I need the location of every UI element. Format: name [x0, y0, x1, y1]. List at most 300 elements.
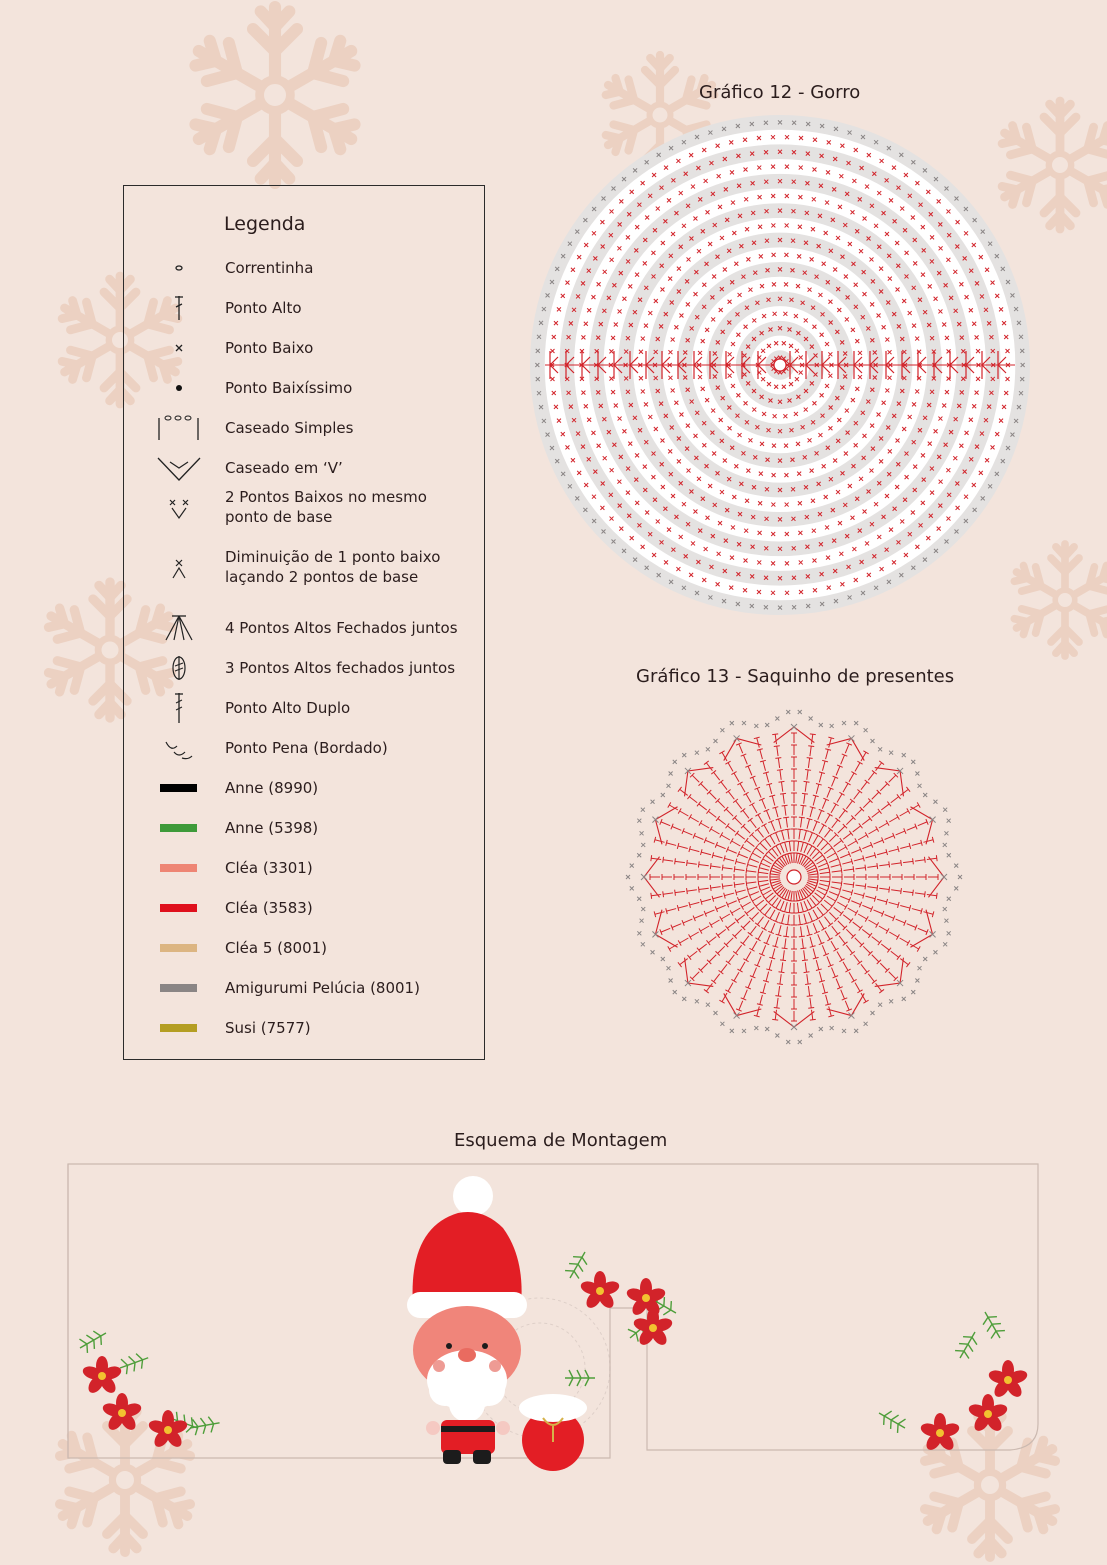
dc-stitch	[727, 826, 735, 832]
edge-stitch	[669, 771, 673, 775]
dc-stitch	[753, 968, 757, 977]
edge-stitch	[864, 728, 868, 732]
dc-stitch	[900, 959, 908, 965]
dc-stitch	[708, 811, 716, 817]
dc-stitch	[766, 934, 770, 943]
dc-stitch	[832, 871, 842, 872]
dc-stitch	[716, 905, 725, 909]
dc-stitch	[841, 755, 845, 764]
dc-stitch	[701, 963, 708, 970]
dc-stitch	[736, 945, 742, 953]
edge-stitch	[669, 979, 673, 983]
dc-stitch	[813, 948, 816, 958]
dc-stitch	[746, 882, 756, 883]
dc-stitch	[764, 920, 769, 929]
dc-stitch	[813, 923, 817, 932]
dc-stitch	[817, 839, 823, 847]
dc-stitch	[813, 822, 817, 831]
dc-stitch	[672, 924, 681, 928]
dc-stitch	[791, 853, 792, 863]
edge-stitch	[754, 1026, 758, 1030]
dc-stitch	[692, 775, 699, 782]
edge-stitch	[911, 760, 915, 764]
edge-stitch	[943, 942, 947, 946]
dc-stitch	[756, 900, 764, 906]
dc-stitch	[782, 831, 785, 841]
dc-stitch	[810, 746, 811, 756]
dc-stitch	[727, 922, 735, 928]
v-buttonhole-icon	[144, 450, 214, 486]
dc-stitch	[728, 791, 734, 799]
dc-stitch	[748, 887, 758, 890]
dc-stitch	[776, 900, 781, 909]
dc-stitch	[900, 938, 909, 943]
dc-stitch	[727, 849, 736, 853]
edge-stitch	[854, 1029, 858, 1033]
dc-stitch	[915, 860, 925, 861]
dc-stitch	[699, 864, 709, 865]
dc-stitch	[843, 962, 848, 971]
dc-stitch	[807, 846, 812, 855]
edge-stitch	[878, 747, 882, 751]
dc-stitch	[822, 761, 825, 771]
edge-stitch	[947, 897, 951, 901]
dc-stitch	[689, 951, 697, 957]
dc-stitch	[832, 968, 836, 977]
edge-stitch	[695, 751, 699, 755]
dc-stitch	[889, 849, 899, 852]
dc-stitch	[760, 995, 763, 1005]
dc-stitch	[903, 891, 913, 892]
edge-stitch	[640, 919, 644, 923]
edge-stitch	[637, 897, 641, 901]
dc-stitch	[780, 844, 784, 853]
edge-stitch	[786, 710, 790, 714]
legend-item	[124, 930, 484, 966]
edge-stitch	[943, 907, 947, 911]
dc-stitch	[868, 920, 877, 925]
scallop	[724, 738, 762, 760]
color-swatch	[144, 850, 214, 886]
dc-stitch	[817, 907, 823, 915]
dc-stitch	[724, 893, 734, 896]
dc-stitch	[831, 804, 836, 813]
dc-stitch	[821, 843, 828, 850]
legend-label: Ponto Pena (Bordado)	[225, 739, 388, 757]
dc-stitch	[718, 801, 725, 808]
dc-stitch	[709, 792, 716, 799]
sc-decrease-icon	[144, 550, 214, 586]
dc-stitch	[842, 890, 852, 893]
edge-stitch	[830, 1026, 834, 1030]
dc-stitch	[766, 773, 769, 783]
dc-stitch	[891, 951, 899, 957]
dc-stitch	[840, 854, 849, 858]
dc-stitch	[713, 896, 723, 899]
dc-stitch	[868, 772, 874, 780]
edge-stitch	[809, 717, 813, 721]
dc-stitch	[759, 884, 769, 887]
dc-stitch	[748, 865, 758, 868]
edge-stitch	[830, 724, 834, 728]
dc-stitch	[680, 811, 689, 816]
edge-stitch	[954, 886, 958, 890]
dc-stitch	[803, 858, 809, 866]
dc-stitch	[889, 775, 896, 782]
edge-stitch	[911, 990, 915, 994]
dc-stitch	[776, 833, 780, 842]
dc-stitch	[780, 974, 781, 984]
color-swatch	[144, 810, 214, 846]
dc-stitch	[918, 928, 927, 932]
dc-stitch	[782, 914, 785, 924]
dc-stitch	[818, 887, 827, 891]
dc-stitch	[661, 928, 670, 932]
dc-stitch	[844, 869, 854, 870]
assembly-scheme	[60, 1158, 1050, 1498]
edge-stitch	[915, 979, 919, 983]
edge-stitch	[682, 997, 686, 1001]
dc-stitch	[655, 912, 665, 915]
dc-stitch	[737, 833, 745, 839]
scallop	[827, 738, 865, 760]
dc-stitch	[739, 896, 748, 900]
dc-stitch	[748, 979, 752, 988]
dc-stitch	[801, 927, 802, 937]
dc-stitch	[726, 938, 733, 945]
edge-stitch	[943, 843, 947, 847]
dc-stitch	[818, 934, 822, 943]
dc-stitch	[843, 783, 848, 792]
dc-stitch	[780, 901, 784, 910]
dc-stitch	[750, 820, 756, 828]
dc-stitch	[862, 819, 870, 825]
dc-stitch	[804, 860, 811, 867]
dc-stitch	[813, 910, 818, 919]
dc-stitch	[839, 810, 845, 818]
dc-stitch	[757, 829, 763, 837]
poinsettia-flower	[987, 1360, 1029, 1400]
dc-stitch	[865, 896, 875, 899]
dc-stitch	[675, 861, 685, 862]
dc-stitch	[862, 929, 870, 935]
magic-ring	[774, 359, 786, 371]
dc-stitch	[728, 955, 734, 963]
dc-stitch	[891, 863, 901, 864]
dc-stitch	[700, 926, 709, 931]
edge-stitch	[854, 721, 858, 725]
dc-stitch	[699, 888, 709, 889]
edge-stitch	[714, 739, 718, 743]
dc-stitch	[839, 936, 845, 944]
dc-stitch	[771, 923, 775, 932]
dc-stitch	[761, 887, 770, 891]
dc-stitch	[742, 847, 751, 852]
dc-stitch	[736, 801, 742, 809]
edge-stitch	[902, 753, 906, 757]
dc-stitch	[759, 868, 769, 871]
dc-stitch	[752, 896, 761, 901]
poinsettia-flower	[919, 1413, 961, 1453]
dc-stitch	[718, 946, 725, 953]
dc-stitch	[736, 890, 746, 893]
dc-stitch	[873, 910, 882, 914]
edge-stitch	[651, 950, 655, 954]
dc-stitch	[915, 893, 925, 894]
legend-item	[124, 410, 484, 446]
dc-stitch	[758, 815, 763, 824]
dc-stitch	[819, 972, 822, 982]
dc-stitch	[861, 964, 867, 972]
green-sprig	[76, 1326, 110, 1355]
dc-stitch	[854, 858, 864, 861]
dc-stitch	[803, 888, 809, 896]
dc-stitch	[757, 956, 761, 965]
dc-stitch	[841, 990, 845, 999]
dc-stitch	[683, 919, 692, 923]
dc-stitch	[701, 852, 711, 855]
dc-stitch	[822, 983, 825, 993]
poinsettia-flower	[579, 1271, 621, 1311]
dc-stitch	[743, 826, 750, 833]
dc-stitch	[785, 902, 788, 912]
dc-stitch	[789, 841, 790, 851]
dc-stitch	[739, 1001, 743, 1010]
dc-stitch	[775, 807, 778, 817]
legend-item	[124, 650, 484, 686]
dc-stitch	[797, 841, 798, 851]
dc-stitch	[761, 863, 770, 867]
dc-stitch	[757, 738, 760, 748]
color-swatch	[144, 930, 214, 966]
dc-stitch	[831, 941, 836, 950]
edge-stitch	[933, 950, 937, 954]
dc-stitch	[820, 872, 830, 873]
legend-label: 4 Pontos Altos Fechados juntos	[225, 619, 458, 637]
dc-stitch	[808, 874, 818, 875]
dc-stitch	[743, 755, 747, 764]
edge-stitch	[798, 1040, 802, 1044]
legend-item	[124, 810, 484, 846]
simple-buttonhole-icon	[144, 410, 214, 446]
dc-stitch	[721, 914, 730, 919]
dc-stitch	[855, 809, 862, 816]
dc-stitch	[829, 892, 838, 896]
dc-stitch	[851, 849, 860, 853]
dc-stitch	[855, 938, 862, 945]
scallop	[655, 807, 677, 845]
dc-stitch	[827, 956, 831, 965]
dc-stitch	[709, 955, 716, 962]
dc-stitch	[705, 910, 714, 914]
dc-stitch	[705, 840, 714, 844]
dc-stitch	[775, 862, 783, 868]
dc-stitch	[690, 817, 699, 822]
dc-stitch	[832, 777, 836, 786]
dc-stitch	[721, 964, 727, 972]
dc-stitch	[699, 804, 707, 810]
legend-label	[225, 547, 440, 587]
dc-stitch	[896, 919, 905, 923]
dc-stitch	[829, 859, 838, 863]
dc-stitch	[663, 893, 673, 894]
edge-stitch	[641, 843, 645, 847]
legend-label: 3 Pontos Altos fechados juntos	[225, 659, 456, 677]
dc-stitch	[849, 773, 854, 782]
dc-stitch	[786, 818, 787, 828]
dc-stitch	[737, 915, 745, 921]
dc-stitch	[770, 910, 775, 919]
dc-stitch	[743, 810, 749, 818]
dc-stitch	[811, 1010, 812, 1020]
dc-stitch	[788, 915, 789, 925]
dc-stitch	[876, 763, 882, 771]
dc-stitch	[880, 963, 887, 970]
dc-stitch	[848, 841, 857, 846]
dc-stitch	[711, 866, 721, 867]
dc-stitch	[804, 844, 808, 853]
dc-stitch	[763, 890, 772, 895]
dc-stitch	[728, 763, 733, 772]
edge-stitch	[947, 931, 951, 935]
dc-stitch	[752, 941, 757, 950]
dc-stitch	[836, 766, 840, 775]
dc-stitch	[666, 909, 676, 912]
dc-stitch	[777, 998, 778, 1008]
dc-stitch	[918, 822, 927, 826]
dc-stitch	[718, 819, 726, 825]
poinsettia-flower	[81, 1356, 123, 1396]
edge-stitch	[742, 1029, 746, 1033]
legend-label: Ponto Alto Duplo	[225, 699, 351, 717]
dc-stitch	[772, 948, 775, 958]
dc-stitch	[811, 734, 812, 744]
dc-stitch	[769, 784, 772, 794]
dc-stitch	[824, 900, 832, 906]
dc-stitch	[758, 880, 768, 881]
dc-stitch	[889, 932, 898, 937]
dc-stitch	[760, 904, 767, 911]
dc-stitch	[826, 995, 829, 1005]
dc-stitch	[816, 960, 819, 970]
dc-stitch	[734, 972, 739, 981]
dc-stitch	[714, 772, 720, 780]
edge-stitch	[720, 728, 724, 732]
edge-stitch	[889, 999, 893, 1003]
dc-stitch	[775, 1010, 776, 1020]
dc-stitch	[802, 806, 803, 816]
dc-stitch	[817, 859, 826, 864]
edge-stitch	[695, 999, 699, 1003]
dc-stitch	[855, 885, 865, 886]
dc-stitch	[867, 887, 877, 888]
legend-item	[124, 490, 484, 526]
dc-stitch	[872, 792, 879, 799]
dc-stitch	[900, 905, 910, 908]
poinsettia-flower	[147, 1410, 189, 1450]
dc-stitch	[736, 861, 746, 864]
green-sprig	[953, 1328, 982, 1362]
dc-stitch	[812, 895, 819, 902]
dc-stitch	[779, 858, 785, 866]
dc-stitch	[785, 806, 786, 816]
dc-stitch	[827, 788, 831, 797]
chain-icon	[144, 250, 214, 286]
dc-stitch	[700, 823, 709, 828]
dc-stitch	[713, 855, 723, 858]
legend-label	[225, 487, 427, 527]
dc-stitch	[750, 926, 756, 934]
dc-stitch	[708, 937, 716, 943]
dc-stitch	[672, 826, 681, 830]
legend-label: Ponto Alto	[225, 299, 302, 317]
dc-stitch	[778, 925, 781, 935]
dc-stitch	[837, 902, 846, 907]
edge-stitch	[798, 710, 802, 714]
legend-label: Correntinha	[225, 259, 314, 277]
dc-stitch	[805, 862, 813, 868]
dc-stitch	[837, 847, 846, 852]
legend-item	[124, 690, 484, 726]
dc-stitch	[819, 868, 829, 871]
dc-stitch	[813, 835, 818, 844]
dc-stitch	[765, 855, 773, 861]
dc-stitch	[812, 852, 819, 859]
scallop	[827, 993, 865, 1015]
poinsettia-flower	[625, 1278, 667, 1318]
edge-stitch	[819, 723, 823, 727]
dc-stitch	[818, 863, 827, 867]
dc-stitch	[746, 794, 751, 803]
dc-stitch	[746, 951, 751, 960]
dc-stitch	[832, 926, 838, 934]
dc-stitch	[770, 874, 780, 875]
dc-stitch	[739, 744, 743, 753]
dc-stitch	[732, 908, 741, 913]
edge-stitch	[730, 1029, 734, 1033]
legend-label: Cléa (3301)	[225, 859, 313, 877]
legend-label: Anne (5398)	[225, 819, 319, 837]
dc-stitch	[735, 929, 742, 936]
edge-stitch	[626, 875, 630, 879]
dc-stitch	[724, 858, 734, 861]
scallop	[910, 807, 932, 845]
dc-stitch	[758, 931, 763, 940]
dc-stitch	[726, 809, 733, 816]
3dc-puff-icon	[144, 650, 214, 686]
dc-stitch	[675, 891, 685, 892]
dc-stitch	[735, 884, 745, 885]
dc-stitch	[763, 983, 766, 993]
edge-stitch	[878, 1003, 882, 1007]
dc-stitch	[818, 810, 822, 819]
dc-stitch	[819, 825, 824, 834]
dc-stitch	[927, 894, 937, 895]
dc-stitch	[879, 888, 889, 889]
dc-stitch	[846, 818, 853, 825]
dc-stitch	[848, 908, 857, 913]
dc-stitch	[789, 903, 790, 913]
dc-stitch	[752, 835, 759, 842]
dc-stitch	[843, 833, 851, 839]
dc-stitch	[694, 915, 703, 919]
dc-stitch	[808, 758, 809, 768]
dc-stitch	[721, 782, 727, 790]
dc-stitch	[846, 945, 852, 953]
dc-stitch	[912, 909, 922, 912]
edge-stitch	[923, 957, 927, 961]
dc-stitch	[781, 782, 782, 792]
